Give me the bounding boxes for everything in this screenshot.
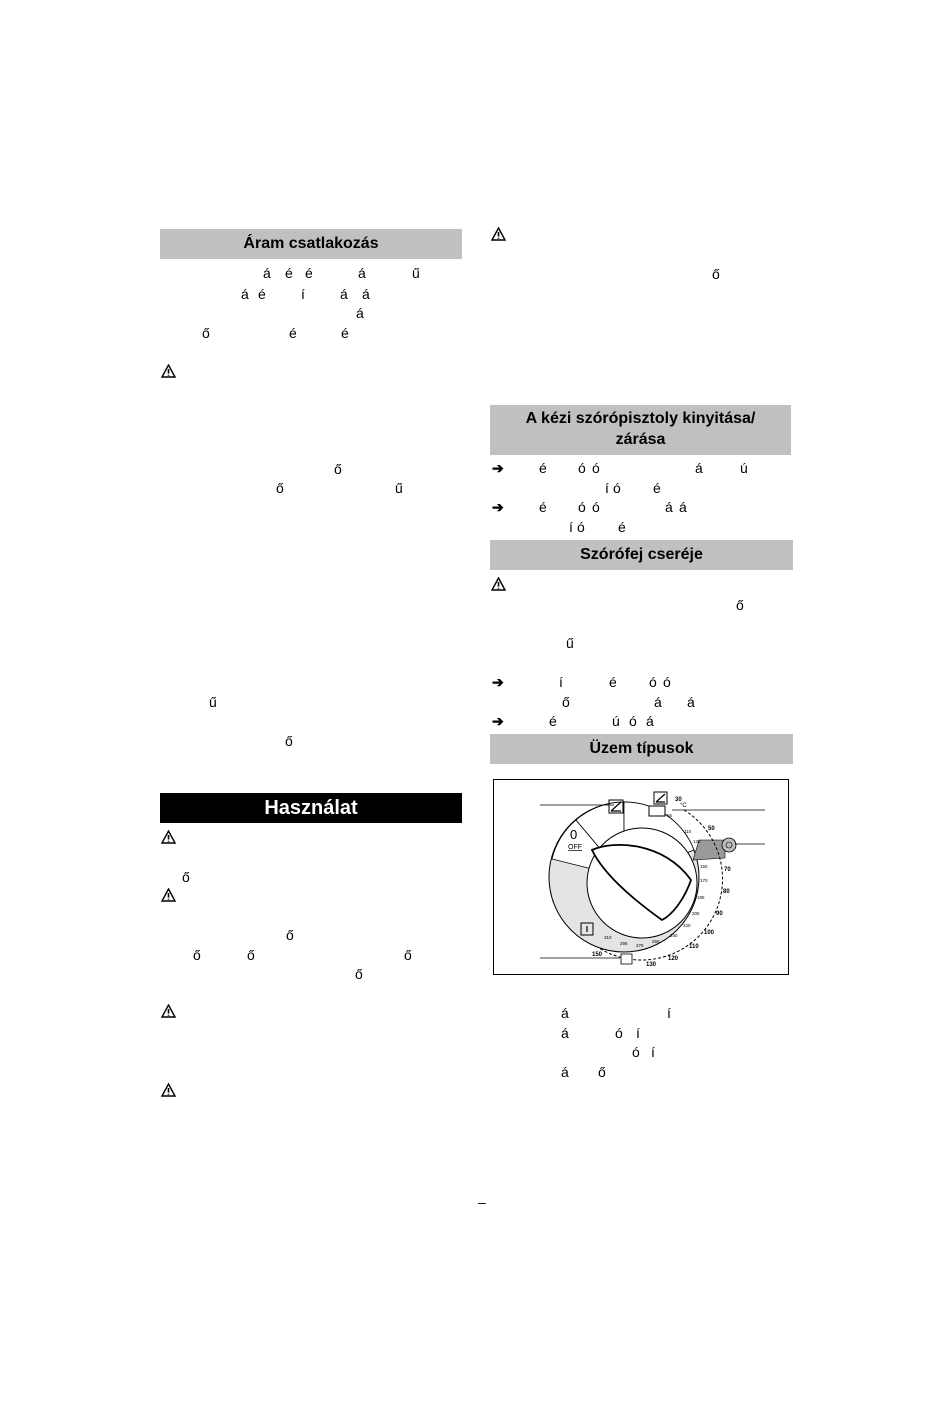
text-fragment: ó bbox=[663, 674, 671, 690]
text-fragment: é bbox=[285, 265, 293, 281]
scale-label: 275 bbox=[636, 943, 644, 948]
text-fragment: ó bbox=[578, 460, 586, 476]
text-fragment: é bbox=[653, 480, 661, 496]
text-fragment: á bbox=[646, 713, 654, 729]
scale-label: 205 bbox=[692, 911, 700, 916]
text-fragment: é bbox=[341, 325, 349, 341]
text-fragment: ó bbox=[632, 1044, 640, 1060]
text-fragment: ő bbox=[193, 947, 201, 963]
text-fragment: ű bbox=[566, 635, 574, 651]
text-fragment: á bbox=[362, 286, 370, 302]
scale-label: 80 bbox=[723, 889, 730, 895]
text-fragment: ó bbox=[592, 460, 600, 476]
text-fragment: á bbox=[695, 460, 703, 476]
text-fragment: ú bbox=[612, 713, 620, 729]
warning-icon bbox=[161, 1083, 176, 1097]
text-fragment: ú bbox=[740, 460, 748, 476]
text-fragment: á bbox=[340, 286, 348, 302]
text-fragment: á bbox=[561, 1005, 569, 1021]
scale-label: 110 bbox=[689, 944, 699, 950]
scale-label: 220 bbox=[683, 923, 691, 928]
scale-label: 30 bbox=[675, 797, 682, 803]
text-fragment: í bbox=[651, 1044, 655, 1060]
scale-label: 295 bbox=[620, 941, 628, 946]
section-title: Áram csatlakozás bbox=[243, 235, 379, 252]
section-title: Használat bbox=[264, 797, 358, 819]
text-fragment: í bbox=[636, 1025, 640, 1041]
section-title: Üzem típusok bbox=[589, 740, 694, 757]
text-fragment: á bbox=[241, 286, 249, 302]
scale-label: 170 bbox=[700, 878, 708, 883]
text-fragment: é bbox=[258, 286, 266, 302]
scale-label: 240 bbox=[670, 933, 678, 938]
section-header-nozzle-change bbox=[490, 540, 793, 570]
text-fragment: é bbox=[305, 265, 313, 281]
section-title-line2: zárása bbox=[615, 431, 666, 448]
scale-label: 260 bbox=[652, 939, 660, 944]
scale-label: 50 bbox=[708, 826, 715, 832]
text-fragment: é bbox=[289, 325, 297, 341]
text-fragment: á bbox=[665, 499, 673, 515]
page-number: – bbox=[478, 1194, 486, 1210]
section-header-usage bbox=[160, 793, 462, 823]
step-arrow-icon: ➔ bbox=[492, 460, 504, 476]
text-fragment: á bbox=[687, 694, 695, 710]
text-fragment: ó bbox=[578, 499, 586, 515]
warning-icon bbox=[161, 888, 176, 902]
text-fragment: á bbox=[654, 694, 662, 710]
warning-icon bbox=[161, 1004, 176, 1018]
scale-label: 100 bbox=[704, 930, 715, 936]
callout-lines bbox=[540, 800, 770, 965]
section-title-line1: A kézi szórópisztoly kinyitása/ bbox=[525, 410, 756, 427]
text-fragment: á bbox=[358, 265, 366, 281]
section-header-spray-gun bbox=[490, 405, 791, 455]
text-fragment: ű bbox=[209, 694, 217, 710]
text-fragment: ó bbox=[613, 480, 621, 496]
text-fragment: á bbox=[561, 1025, 569, 1041]
warning-icon bbox=[161, 830, 176, 844]
text-fragment: ő bbox=[247, 947, 255, 963]
step-arrow-icon: ➔ bbox=[492, 713, 504, 729]
text-fragment: ő bbox=[712, 266, 720, 282]
scale-label: 310 bbox=[604, 935, 612, 940]
text-fragment: ő bbox=[598, 1064, 606, 1080]
scale-label: 185 bbox=[697, 895, 705, 900]
text-fragment: í bbox=[667, 1005, 671, 1021]
text-fragment: í bbox=[605, 480, 609, 496]
text-fragment: é bbox=[539, 499, 547, 515]
text-fragment: ő bbox=[202, 325, 210, 341]
section-title: Szórófej cseréje bbox=[580, 546, 703, 563]
text-fragment: ó bbox=[577, 519, 585, 535]
section-header-operation-modes bbox=[490, 734, 793, 764]
text-fragment: ő bbox=[355, 966, 363, 982]
off-number: 0 bbox=[570, 827, 578, 842]
scale-label: 110 bbox=[684, 829, 692, 834]
text-fragment: ő bbox=[736, 597, 744, 613]
warning-icon bbox=[491, 227, 506, 241]
text-fragment: é bbox=[549, 713, 557, 729]
text-fragment: á bbox=[679, 499, 687, 515]
text-fragment: á bbox=[263, 265, 271, 281]
text-fragment: á bbox=[356, 305, 364, 321]
warning-icon bbox=[161, 364, 176, 378]
scale-label: 130 bbox=[646, 962, 657, 968]
text-fragment: é bbox=[609, 674, 617, 690]
text-fragment: ű bbox=[412, 265, 420, 281]
text-fragment: ő bbox=[286, 927, 294, 943]
text-fragment: á bbox=[561, 1064, 569, 1080]
text-fragment: í bbox=[569, 519, 573, 535]
text-fragment: í bbox=[301, 286, 305, 302]
scale-label: 150 bbox=[700, 864, 708, 869]
text-fragment: ő bbox=[334, 461, 342, 477]
step-arrow-icon: ➔ bbox=[492, 674, 504, 690]
text-fragment: ő bbox=[182, 869, 190, 885]
text-fragment: ó bbox=[615, 1025, 623, 1041]
text-fragment: ő bbox=[276, 480, 284, 496]
text-fragment: ő bbox=[285, 733, 293, 749]
text-fragment: ű bbox=[395, 480, 403, 496]
scale-label: 130 bbox=[693, 839, 701, 844]
unit-label: °C bbox=[680, 803, 687, 809]
off-label: OFF bbox=[568, 844, 582, 851]
scale-label: 70 bbox=[724, 867, 731, 873]
text-fragment: ő bbox=[404, 947, 412, 963]
text-fragment: í bbox=[559, 674, 563, 690]
text-fragment: ó bbox=[629, 713, 637, 729]
text-fragment: é bbox=[618, 519, 626, 535]
text-fragment: ő bbox=[562, 694, 570, 710]
scale-label: 120 bbox=[668, 956, 679, 962]
warning-icon bbox=[491, 577, 506, 591]
scale-label: 150 bbox=[592, 952, 603, 958]
text-fragment: ó bbox=[649, 674, 657, 690]
scale-label: 65 bbox=[667, 813, 673, 818]
text-fragment: é bbox=[539, 460, 547, 476]
section-header-power bbox=[160, 229, 462, 259]
scale-label: 90 bbox=[716, 911, 723, 917]
text-fragment: ó bbox=[592, 499, 600, 515]
step-arrow-icon: ➔ bbox=[492, 499, 504, 515]
